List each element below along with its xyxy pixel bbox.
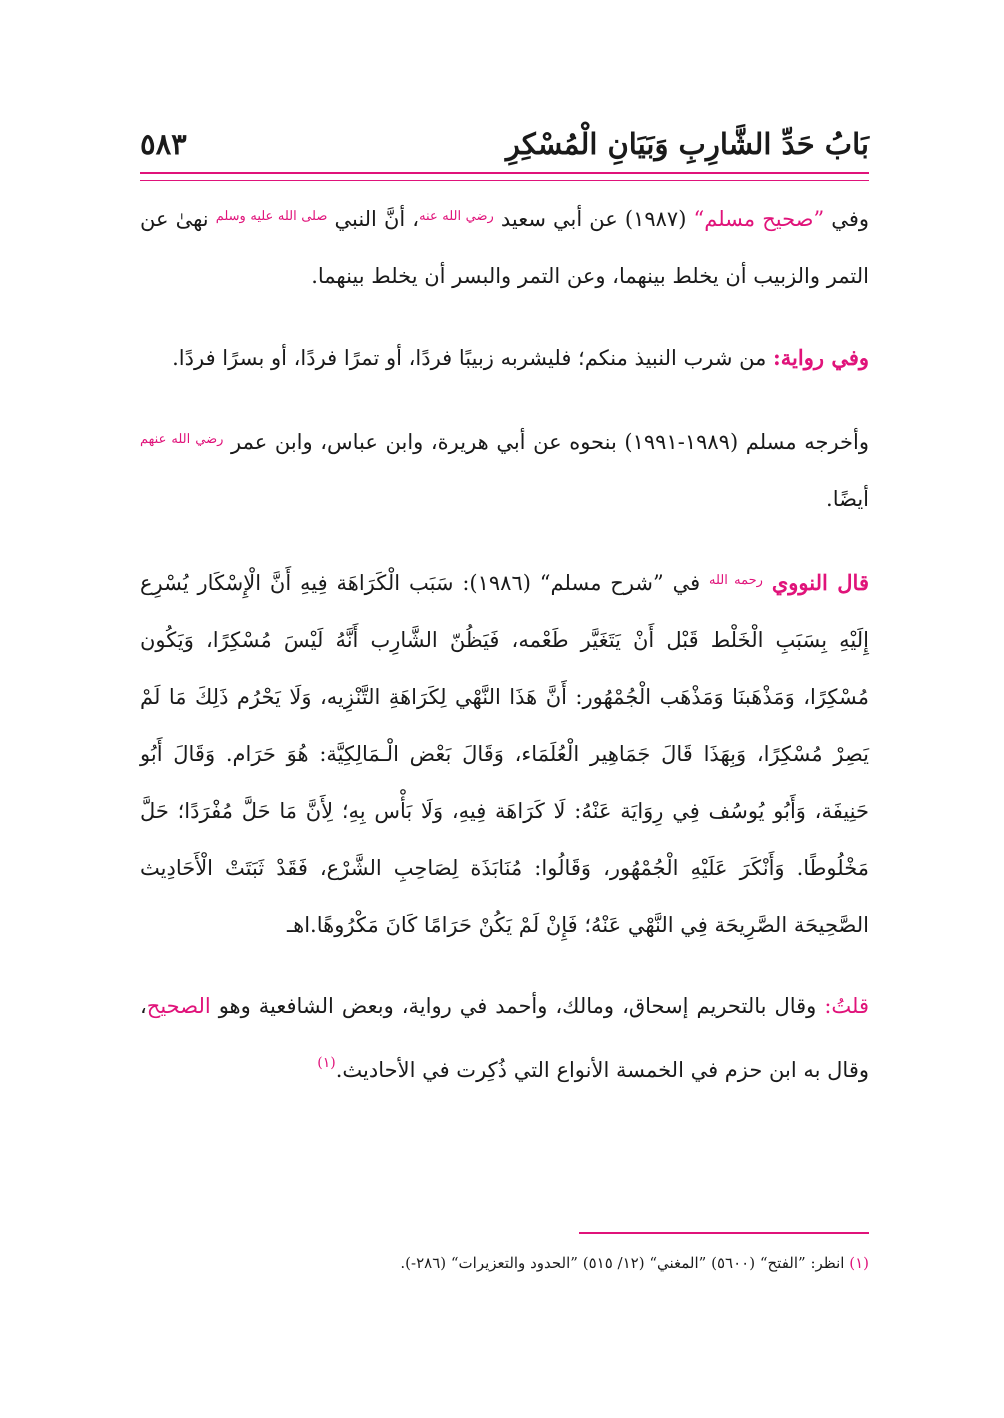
- text-segment: ، وقال به ابن حزم في الخمسة الأنواع التي ذُكِرت في الأحاديث.: [140, 994, 869, 1082]
- honorific-glyph: رضي الله عنهم: [140, 432, 224, 447]
- riwaya-label: وفي رواية:: [773, 345, 869, 370]
- honorific-glyph: صلى الله عليه وسلم: [215, 209, 328, 224]
- paragraph-muslim-hadith: [140, 188, 869, 305]
- page-number: ٥٨٣: [140, 127, 187, 161]
- honorific-glyph: رضي الله عنه: [419, 209, 494, 224]
- paragraph-nawawi: [140, 552, 869, 954]
- text-segment: (١٩٨٦): سَبَب الْكَرَاهَة فِيهِ أَنَّ الْإِسْكَار يُسْرِع إِلَيْهِ بِسَبَبِ الْخَلْط قَبْل أَنْ يَتَغَيَّر طَعْمه، فَيَظُنّ الشَّارِب أَنَّهُ لَيْسَ مُسْكِرًا، وَيَكُون مُسْكِرًا، وَمَذْهَبنَا وَمَذْهَب الْجُمْهُور: أَنَّ هَذَا النَّهْي لِكَرَاهَةِ التَّنْزِيه، وَلَا يَحْرُم ذَلِكَ مَا لَمْ يَصِرْ مُسْكِرًا، وَبِهَذَا قَالَ جَمَاهِير الْعُلَمَاء، وَقَالَ بَعْض الْـمَالِكِيَّة: هُوَ حَرَام. وَقَالَ أَبُو حَنِيفَة، وَأَبُو يُوسُف فِي رِوَايَة عَنْهُ: لَا كَرَاهَة فِيهِ، وَلَا بَأْس بِهِ؛ لِأَنَّ مَا حَلَّ مُفْرَدًا؛ حَلَّ مَخْلُوطًا. وَأَنْكَرَ عَلَيْهِ الْجُمْهُور، وَقَالُوا: مُنَابَذَة لِصَاحِبِ الشَّرْع، فَقَدْ ثَبَتَتْ الْأَحَادِيث الصَّحِيحَة الصَّرِيحَة فِي النَّهْي عَنْهُ؛ فَإِنْ لَمْ يَكُنْ حَرَامًا كَانَ مَكْرُوهًا.اهـ: [140, 571, 869, 937]
- paragraph-riwaya: [140, 329, 869, 387]
- paragraph-takhrij: [140, 411, 869, 528]
- text-segment: (١٩٨٧) عن أبي سعيد: [493, 207, 694, 231]
- footnote-text: انظر: ”الفتح“ (٥٦٠٠) ”المغني“ (١٢/ ٥١٥) ”الحدود والتعزيرات“ (٢٨٦-).: [400, 1254, 850, 1272]
- header-rule-thin: [140, 180, 869, 181]
- footnote-marker: (١): [849, 1254, 869, 1272]
- text-segment: أيضًا.: [826, 487, 869, 511]
- emphasis-text: الصحيح: [146, 994, 211, 1018]
- nawawi-label: قال النووي: [771, 570, 869, 595]
- chapter-title: بَابُ حَدِّ الشَّارِبِ وَبَيَانِ الْمُسْكِرِ: [505, 127, 869, 161]
- paragraph-author-note: [140, 978, 869, 1099]
- honorific-glyph: رحمه الله: [709, 573, 763, 588]
- source-title: ”شرح مسلم“: [539, 571, 664, 595]
- text-segment: ، أنَّ النبي: [327, 207, 420, 231]
- footnote: [140, 1248, 869, 1278]
- text-segment: وفي: [824, 207, 869, 231]
- text-segment: وأخرجه مسلم (١٩٨٩-١٩٩١) بنحوه عن أبي هريرة، وابن عباس، وابن عمر: [223, 430, 869, 454]
- page-header: [140, 118, 869, 170]
- source-title: ”صحيح مسلم“: [693, 207, 825, 231]
- header-rule-thick: [140, 172, 869, 174]
- text-segment: نهىٰ عن التمر والزبيب أن يخلط بينهما، وعن التمر والبسر أن يخلط بينهما.: [140, 207, 869, 288]
- footnote-reference[interactable]: (١): [317, 1055, 336, 1071]
- author-note-label: قلتُ:: [824, 994, 869, 1018]
- text-segment: في: [663, 571, 709, 595]
- main-text: [140, 188, 869, 1123]
- text-segment: من شرب النبيذ منكم؛ فليشربه زبيبًا فردًا، أو تمرًا فردًا، أو بسرًا فردًا.: [172, 346, 774, 370]
- text-segment: وقال بالتحريم إسحاق، ومالك، وأحمد في رواية، وبعض الشافعية وهو: [210, 994, 825, 1018]
- footnote-separator: [579, 1232, 869, 1234]
